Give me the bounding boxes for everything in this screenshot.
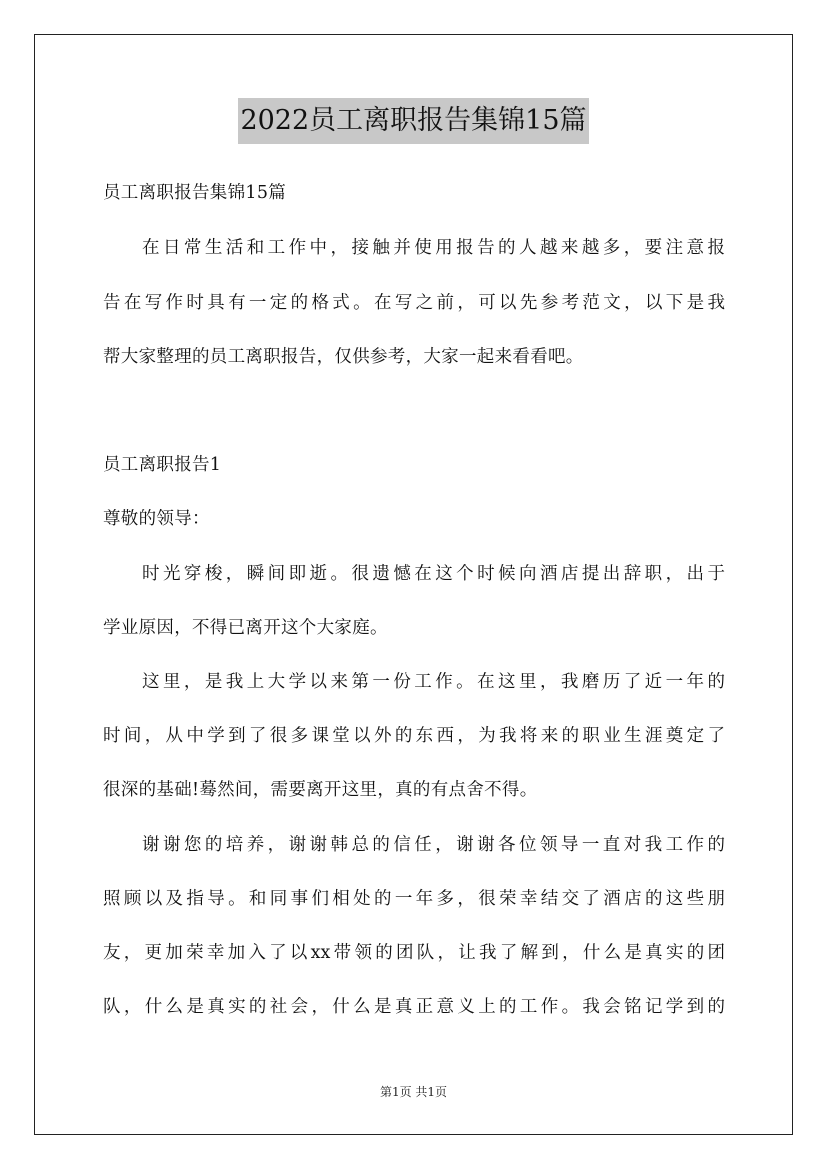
document-subtitle: 员工离职报告集锦15篇 xyxy=(103,183,287,203)
document-title: 2022员工离职报告集锦15篇 xyxy=(238,98,588,144)
paragraph-2-line-2: 时间，从中学到了很多课堂以外的东西，为我将来的职业生涯奠定了 xyxy=(103,726,725,746)
paragraph-3-line-1: 谢谢您的培养，谢谢韩总的信任，谢谢各位领导一直对我工作的 xyxy=(142,835,725,855)
paragraph-1-line-1: 时光穿梭，瞬间即逝。很遗憾在这个时候向酒店提出辞职，出于 xyxy=(142,564,725,584)
title-container xyxy=(0,98,827,144)
section-heading: 员工离职报告1 xyxy=(103,455,222,475)
paragraph-2-line-3: 很深的基础!蓦然间，需要离开这里，真的有点舍不得。 xyxy=(103,780,538,800)
paragraph-3-line-4: 队，什么是真实的社会，什么是真正意义上的工作。我会铭记学到的 xyxy=(103,997,725,1017)
paragraph-1-line-2: 学业原因，不得已离开这个大家庭。 xyxy=(103,618,388,638)
page-number-footer: 第1页 共1页 xyxy=(379,1085,448,1099)
intro-line-2: 告在写作时具有一定的格式。在写之前，可以先参考范文，以下是我 xyxy=(103,293,725,313)
salutation: 尊敬的领导： xyxy=(103,509,210,529)
paragraph-3-line-3: 友，更加荣幸加入了以xx带领的团队，让我了解到，什么是真实的团 xyxy=(103,943,725,963)
intro-line-1: 在日常生活和工作中，接触并使用报告的人越来越多，要注意报 xyxy=(142,238,725,258)
intro-line-3: 帮大家整理的员工离职报告，仅供参考，大家一起来看看吧。 xyxy=(103,347,584,367)
paragraph-3-line-2: 照顾以及指导。和同事们相处的一年多，很荣幸结交了酒店的这些朋 xyxy=(103,889,725,909)
paragraph-2-line-1: 这里，是我上大学以来第一份工作。在这里，我磨历了近一年的 xyxy=(142,672,725,692)
